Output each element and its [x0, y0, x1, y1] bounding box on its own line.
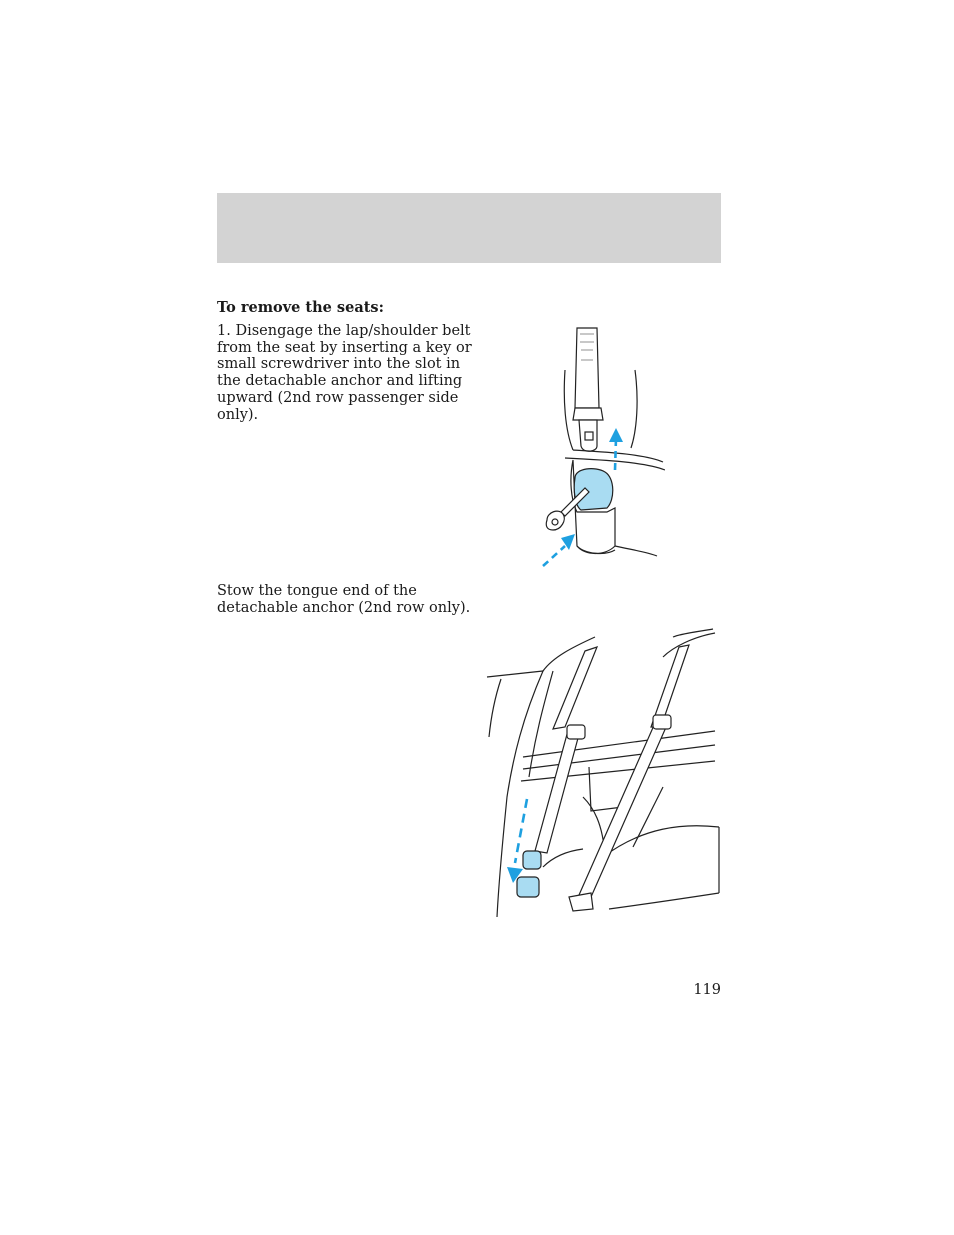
step-2-text: Stow the tongue end of the detachable anchor (2nd row only). [217, 583, 471, 616]
stow-anchor-illustration [483, 627, 723, 925]
anchor-release-illustration [525, 320, 665, 575]
tongue-highlight [523, 851, 541, 869]
stowage-highlight [517, 877, 539, 897]
page-number: 119 [693, 982, 721, 998]
section-heading: To remove the seats: [217, 299, 384, 316]
anchor-highlight [574, 469, 613, 510]
header-band [217, 193, 721, 263]
step-1-text: 1. Disengage the lap/shoulder belt from the seat by inserting a key or small screwdriver into the slot in the detachable anchor and lifting upward (2nd row passenger side only). [217, 323, 472, 423]
